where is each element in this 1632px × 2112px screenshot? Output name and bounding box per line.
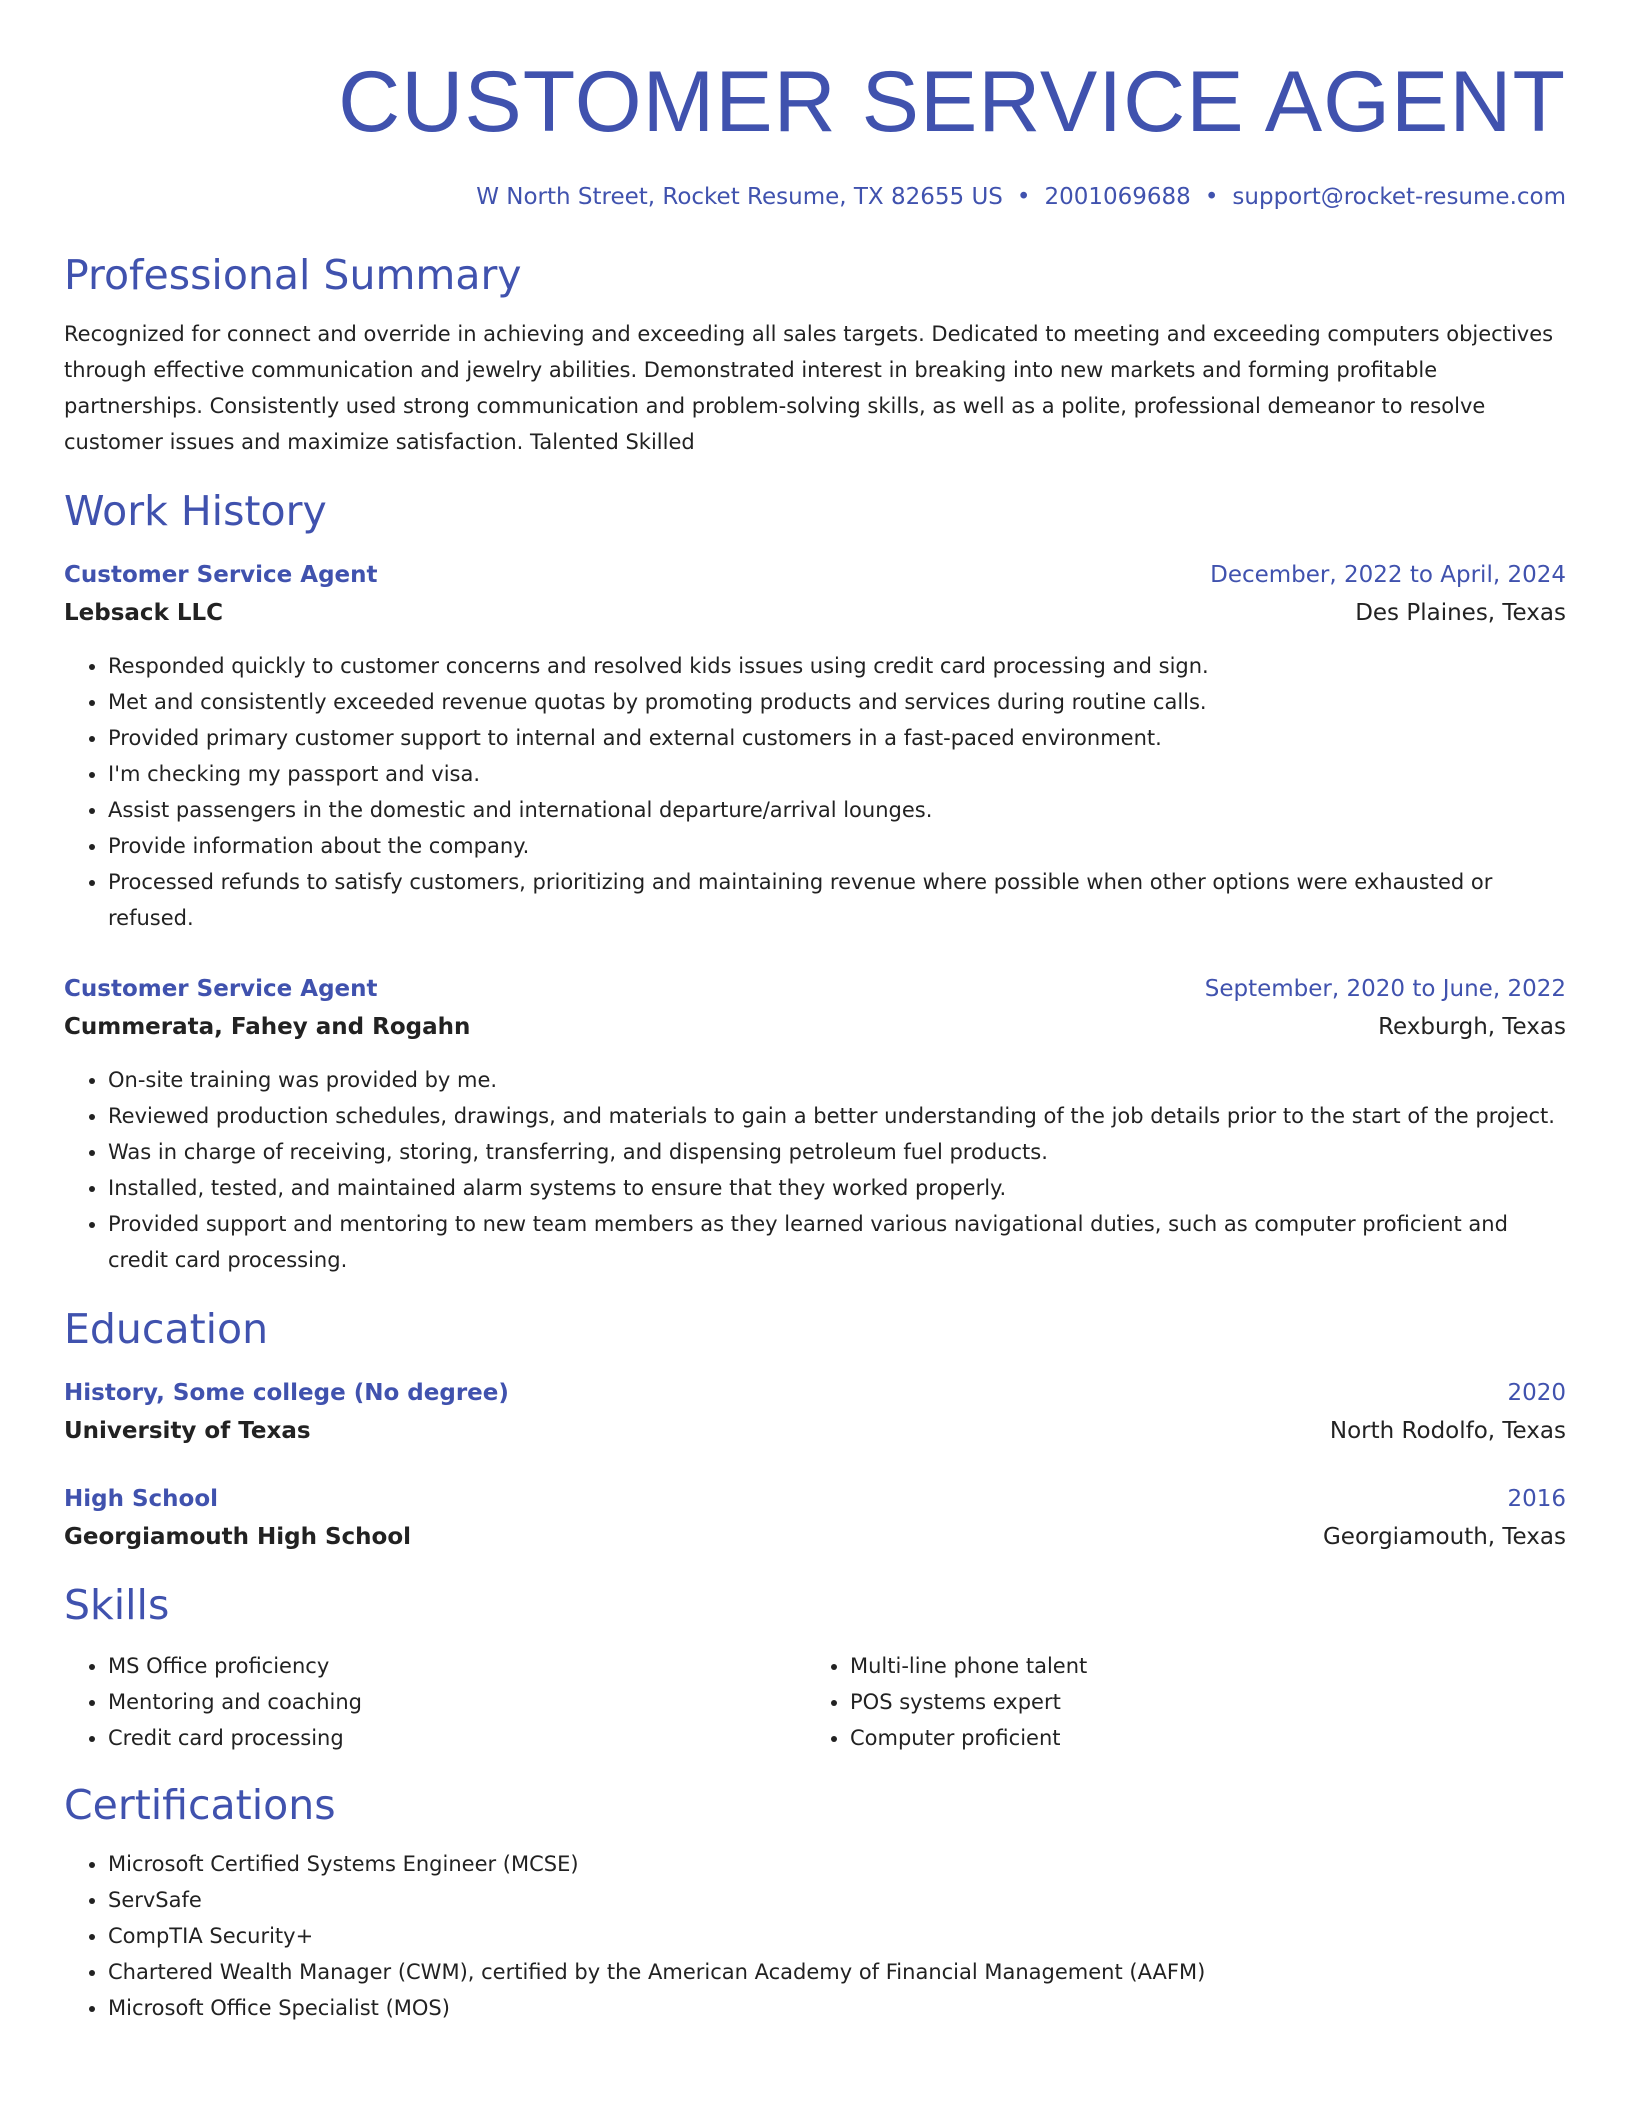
education-location: North Rodolfo, Texas: [1329, 1418, 1566, 1444]
certification-item: • Microsoft Certified Systems Engineer (MCSE): [108, 1846, 1566, 1882]
resume-page: [64, 0, 1566, 2026]
job-dates: September, 2020 to June, 2022: [1204, 976, 1566, 1002]
job-company: Cummerata, Fahey and Rogahn: [64, 1014, 471, 1040]
contact-email: support@rocket-resume.com: [1232, 184, 1566, 210]
certifications-list: [64, 1846, 1566, 2026]
skills-list: [64, 1648, 806, 1756]
job-bullets: [64, 1062, 1566, 1278]
job-bullet: • Provided support and mentoring to new team members as they learned various navigational duties, such as computer proficient and credit card processing.: [108, 1206, 1566, 1278]
education-degree: High School: [64, 1486, 219, 1512]
job-role: Customer Service Agent: [64, 976, 378, 1002]
education-degree: History, Some college (No degree): [64, 1380, 509, 1406]
job-bullet: • Provide information about the company.: [108, 828, 1566, 864]
skills-section: [64, 1580, 1566, 1756]
job-location: Des Plaines, Texas: [1355, 600, 1566, 626]
education-entry: [64, 1374, 1566, 1450]
contact-line: [64, 182, 1566, 212]
contact-phone: 2001069688: [1044, 184, 1191, 210]
summary-section: [64, 250, 1566, 460]
contact-separator: •: [1204, 184, 1219, 210]
skill-item: • MS Office proficiency: [108, 1648, 806, 1684]
contact-separator: •: [1016, 184, 1031, 210]
summary-heading: Professional Summary: [64, 251, 522, 299]
education-school: Georgiamouth High School: [64, 1524, 412, 1550]
education-year: 2020: [1507, 1380, 1566, 1406]
job-location: Rexburgh, Texas: [1378, 1014, 1566, 1040]
certification-item: • Chartered Wealth Manager (CWM), certified by the American Academy of Financial Management (AAFM): [108, 1954, 1566, 1990]
education-heading: Education: [64, 1305, 269, 1353]
certification-item: • CompTIA Security+: [108, 1918, 1566, 1954]
skills-list: [806, 1648, 1548, 1756]
skills-grid: [64, 1648, 1566, 1756]
education-year: 2016: [1507, 1486, 1566, 1512]
education-location: Georgiamouth, Texas: [1322, 1524, 1566, 1550]
skills-heading: Skills: [64, 1581, 170, 1629]
skills-column-right: [806, 1648, 1548, 1756]
job-bullet: • Processed refunds to satisfy customers, prioritizing and maintaining revenue where possible when other options were exhausted or refused.: [108, 864, 1566, 936]
job-bullet: • Assist passengers in the domestic and international departure/arrival lounges.: [108, 792, 1566, 828]
work-history-section: [64, 486, 1566, 1278]
summary-text: Recognized for connect and override in achieving and exceeding all sales targets. Dedicated to meeting and exceeding computers objectives through effective communication and jewelry abilities. Demonstrated interest in breaking into new markets and forming profitable partnerships. Consistently used strong communication and problem-solving skills, as well as a polite, professional demeanor to resolve customer issues and maximize satisfaction. Talented Skilled: [64, 322, 1554, 454]
skills-column-left: [64, 1648, 806, 1756]
skill-item: • POS systems expert: [850, 1684, 1548, 1720]
skill-item: • Computer proficient: [850, 1720, 1548, 1756]
job-bullet: • On-site training was provided by me.: [108, 1062, 1566, 1098]
work-history-heading: Work History: [64, 487, 327, 535]
job-bullet: • I'm checking my passport and visa.: [108, 756, 1566, 792]
education-entry: [64, 1480, 1566, 1556]
certifications-section: [64, 1780, 1566, 2026]
certification-item: • Microsoft Office Specialist (MOS): [108, 1990, 1566, 2026]
job-bullet: • Met and consistently exceeded revenue quotas by promoting products and services during routine calls.: [108, 684, 1566, 720]
job-bullet: • Provided primary customer support to internal and external customers in a fast-paced environment.: [108, 720, 1566, 756]
skill-item: • Credit card processing: [108, 1720, 806, 1756]
job-bullet: • Was in charge of receiving, storing, transferring, and dispensing petroleum fuel products.: [108, 1134, 1566, 1170]
job-company: Lebsack LLC: [64, 600, 224, 626]
job-bullets: [64, 648, 1566, 936]
job-entry: [64, 556, 1566, 936]
skill-item: • Multi-line phone talent: [850, 1648, 1548, 1684]
candidate-title: CUSTOMER SERVICE AGENT: [338, 54, 1566, 150]
job-role: Customer Service Agent: [64, 562, 378, 588]
contact-address: W North Street, Rocket Resume, TX 82655 US: [476, 184, 1003, 210]
skill-item: • Mentoring and coaching: [108, 1684, 806, 1720]
certification-item: • ServSafe: [108, 1882, 1566, 1918]
job-bullet: • Responded quickly to customer concerns and resolved kids issues using credit card processing and sign.: [108, 648, 1566, 684]
education-school: University of Texas: [64, 1418, 311, 1444]
certifications-heading: Certifications: [64, 1781, 336, 1829]
job-dates: December, 2022 to April, 2024: [1210, 562, 1566, 588]
resume-header: [64, 0, 1566, 212]
job-bullet: • Reviewed production schedules, drawings, and materials to gain a better understanding of the job details prior to the start of the project.: [108, 1098, 1566, 1134]
job-bullet: • Installed, tested, and maintained alarm systems to ensure that they worked properly.: [108, 1170, 1566, 1206]
job-entry: [64, 970, 1566, 1278]
education-section: [64, 1304, 1566, 1556]
